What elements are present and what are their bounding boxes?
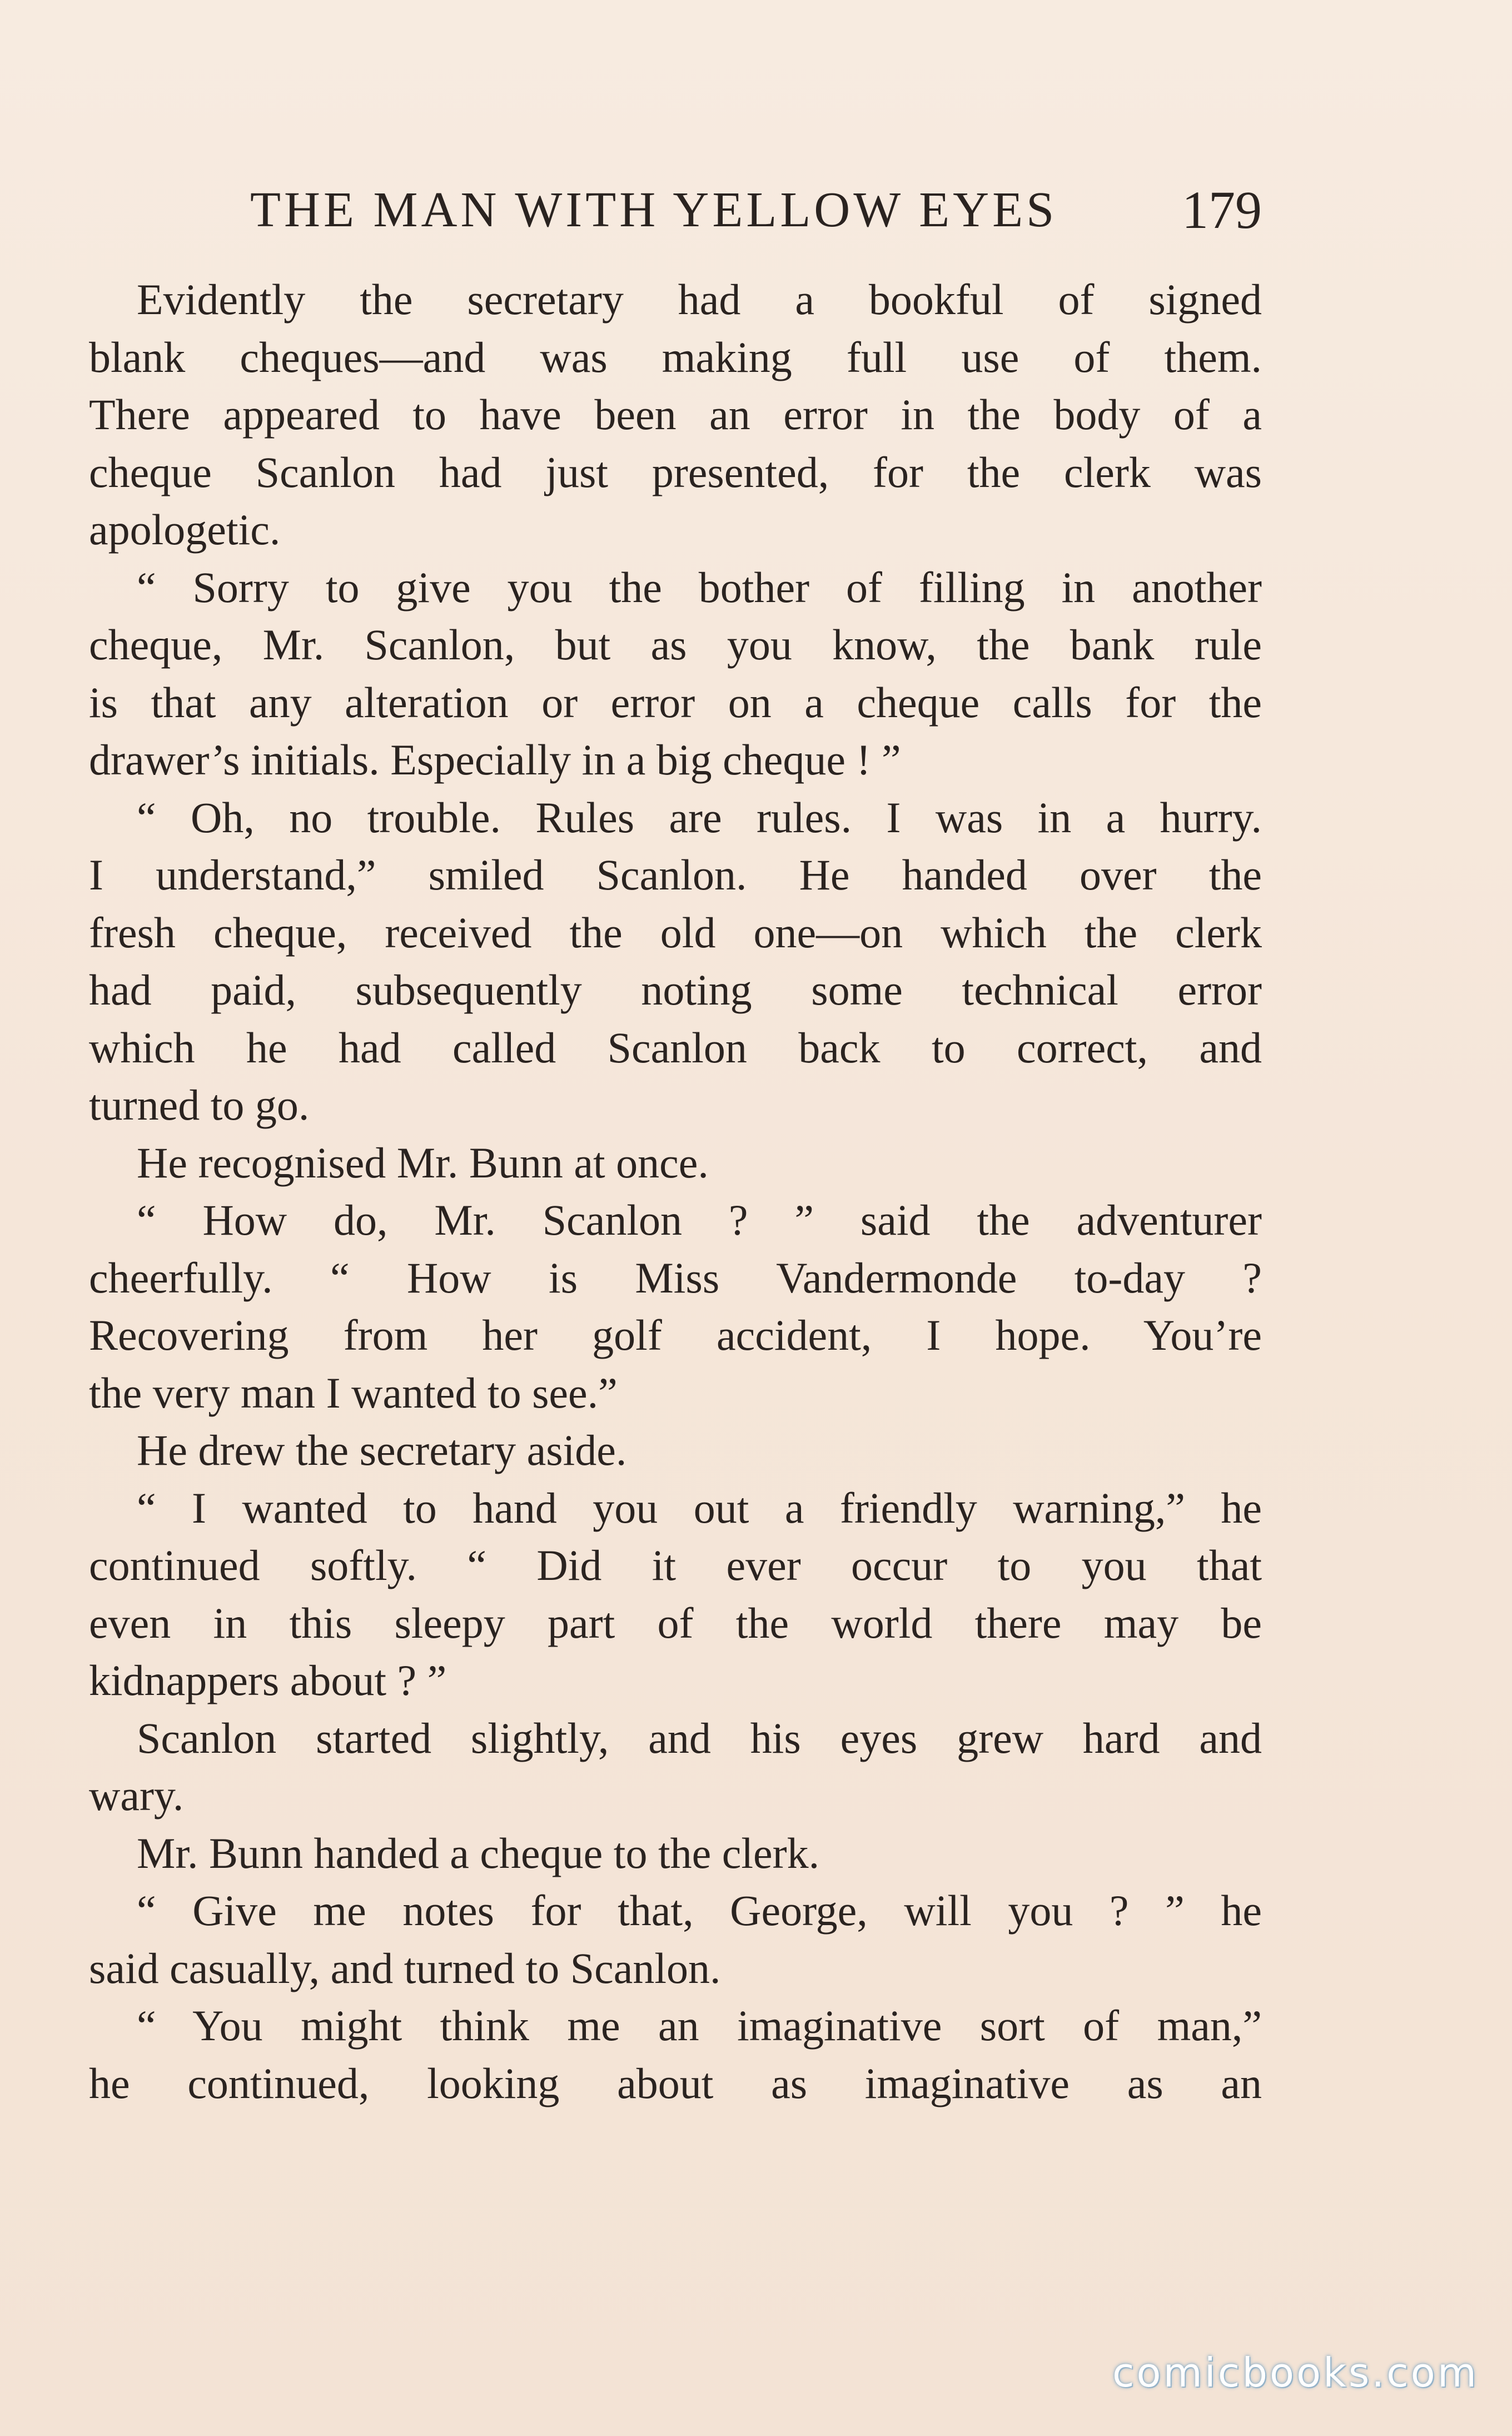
text-line: Mr. Bunn handed a cheque to the clerk. [137,1828,820,1877]
running-head [89,177,1262,243]
text-line: cheerfully. “ How is Miss Vandermonde to-day ? [89,1253,1262,1302]
text-line: Scanlon started slightly, and his eyes grew hard and [137,1713,1262,1762]
text-line: the very man I wanted to see.” [89,1368,618,1417]
text-line: wary. [89,1771,184,1819]
text-line: kidnappers about ? ” [89,1656,447,1704]
text-line: Recovering from her golf accident, I hope. You’re [89,1311,1262,1359]
text-line: I understand,” smiled Scanlon. He handed over the [89,851,1262,899]
text-line: “ You might think me an imaginative sort of man,” [137,2001,1262,2050]
text-line: which he had called Scanlon back to correct, and [89,1023,1262,1072]
text-line: “ I wanted to hand you out a friendly warning,” he [137,1483,1262,1532]
text-line: continued softly. “ Did it ever occur to you that [89,1541,1262,1589]
text-line: Evidently the secretary had a bookful of signed [137,275,1262,324]
text-line: “ Sorry to give you the bother of filling in another [137,563,1262,612]
text-line: drawer’s initials. Especially in a big cheque ! ” [89,735,901,784]
text-line: There appeared to have been an error in the body of a [89,390,1262,439]
text-line: “ Oh, no trouble. Rules are rules. I was in a hurry. [137,793,1262,842]
text-line: “ How do, Mr. Scanlon ? ” said the adventurer [137,1196,1262,1244]
text-line: is that any alteration or error on a cheque calls for the [89,678,1262,727]
text-line: He drew the secretary aside. [137,1426,627,1474]
running-title: THE MAN WITH YELLOW EYES [250,182,1058,237]
text-line: He recognised Mr. Bunn at once. [137,1138,709,1187]
text-line: fresh cheque, received the old one—on which the clerk [89,908,1262,957]
text-line: even in this sleepy part of the world there may be [89,1598,1262,1647]
text-line: “ Give me notes for that, George, will you ? ” he [137,1886,1262,1935]
text-line: cheque, Mr. Scanlon, but as you know, the bank rule [89,620,1262,669]
text-line: said casually, and turned to Scanlon. [89,1943,721,1992]
text-line: he continued, looking about as imaginative as an [89,2059,1262,2107]
text-line: cheque Scanlon had just presented, for the clerk was [89,448,1262,496]
body-text [89,271,1262,2112]
watermark: comicbooks.com [1112,2349,1479,2396]
text-line: had paid, subsequently noting some technical error [89,966,1262,1014]
text-line: apologetic. [89,505,281,554]
text-line: blank cheques—and was making full use of them. [89,332,1262,381]
page-number: 179 [1182,180,1262,240]
text-line: turned to go. [89,1081,310,1129]
